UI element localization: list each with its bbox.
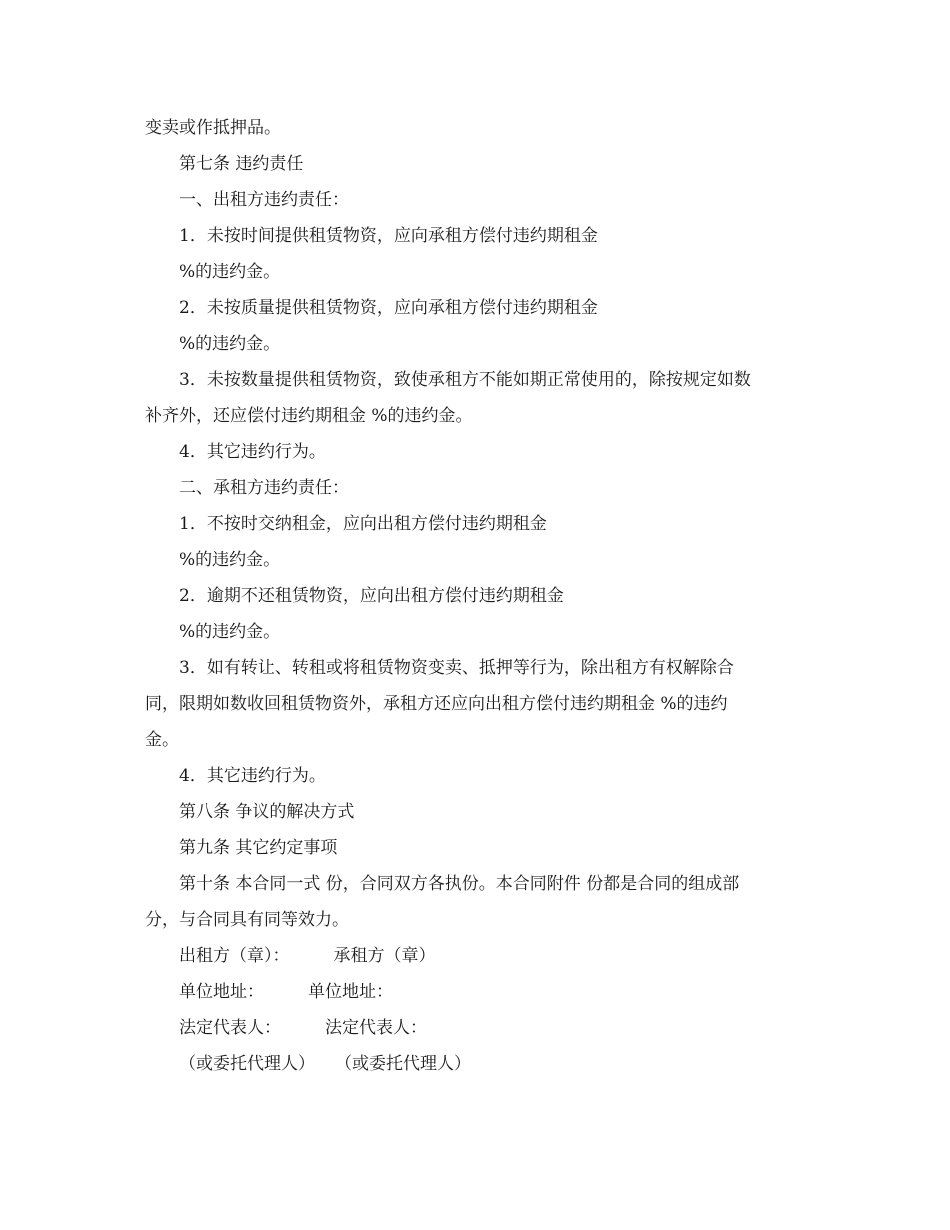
lessor-representative-label: 法定代表人： [179,1018,281,1038]
clause-continuation: 金。 [145,730,179,750]
paragraph-line: 变卖或作抵押品。 [145,118,281,138]
clause-continuation: %的违约金。 [179,550,281,570]
signature-row-seal [145,938,810,974]
article-heading: 第八条 争议的解决方式 [179,802,355,822]
lessor-agent-label: （或委托代理人） [179,1054,315,1074]
lessee-address-label: 单位地址： [308,982,393,1002]
lessor-seal-label: 出租方（章）： [179,946,290,966]
clause-item: 4．其它违约行为。 [179,766,326,786]
clause-item: 2．未按质量提供租赁物资，应向承租方偿付违约期租金 [179,298,598,318]
clause-item: 4．其它违约行为。 [179,442,326,462]
clause-item: 1．未按时间提供租赁物资，应向承租方偿付违约期租金 [179,226,598,246]
signature-row-address [145,974,810,1010]
lessor-address-label: 单位地址： [179,982,264,1002]
clause-item: 3．如有转让、转租或将租赁物资变卖、抵押等行为，除出租方有权解除合 [179,658,734,678]
signature-row-agent [145,1046,810,1082]
section-heading: 一、出租方违约责任： [179,190,349,210]
article-continuation: 分，与合同具有同等效力。 [145,910,349,930]
clause-continuation: %的违约金。 [179,262,281,282]
clause-continuation: 补齐外，还应偿付违约期租金 %的违约金。 [145,406,473,426]
clause-item: 2．逾期不还租赁物资，应向出租方偿付违约期租金 [179,586,564,606]
clause-item: 1．不按时交纳租金，应向出租方偿付违约期租金 [179,514,547,534]
contract-body [145,110,810,1082]
clause-continuation: %的违约金。 [179,334,281,354]
article-heading: 第七条 违约责任 [179,154,304,174]
clause-item: 3．未按数量提供租赁物资，致使承租方不能如期正常使用的，除按规定如数 [179,370,751,390]
article-paragraph: 第十条 本合同一式 份，合同双方各执份。本合同附件 份都是合同的组成部 [179,874,740,894]
clause-continuation: 同，限期如数收回租赁物资外，承租方还应向出租方偿付违约期租金 %的违约 [145,694,728,714]
section-heading: 二、承租方违约责任： [179,478,349,498]
signature-row-representative [145,1010,810,1046]
lessee-seal-label: 承租方（章） [333,946,436,966]
clause-continuation: %的违约金。 [179,622,281,642]
lessee-representative-label: 法定代表人： [325,1018,427,1038]
article-heading: 第九条 其它约定事项 [179,838,338,858]
lessee-agent-label: （或委托代理人） [335,1054,471,1074]
